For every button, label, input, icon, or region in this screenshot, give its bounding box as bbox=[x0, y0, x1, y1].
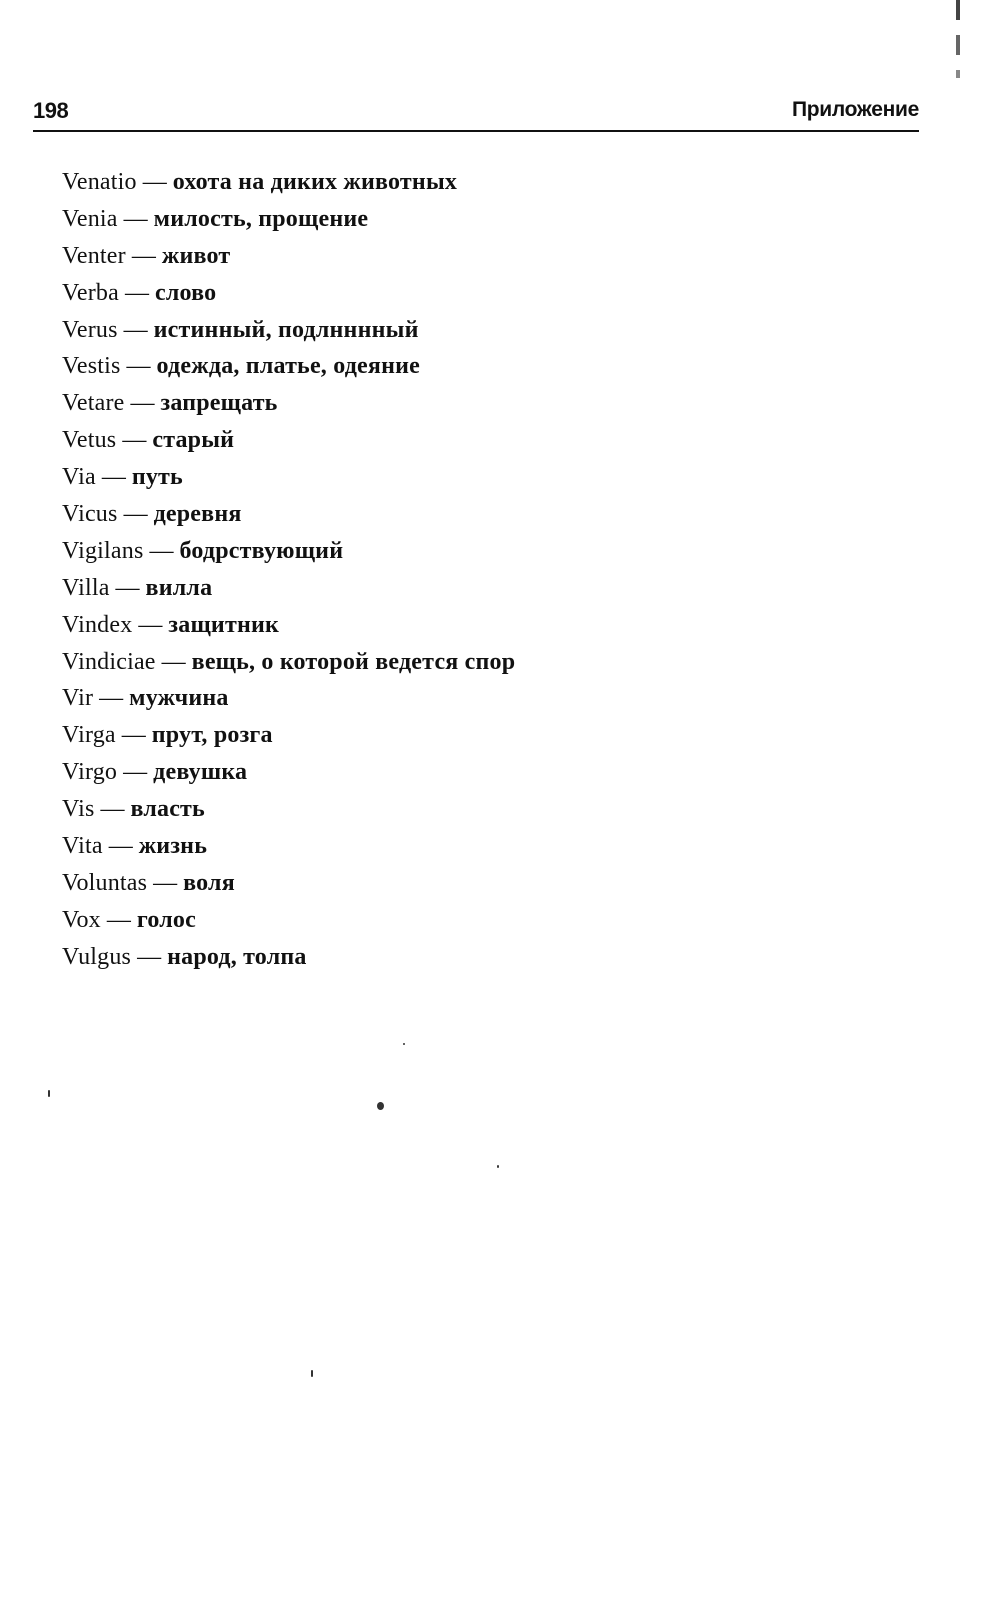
entry-separator: — bbox=[137, 943, 162, 970]
glossary-entry bbox=[62, 680, 515, 717]
glossary-meaning: одежда, платье, одеяние bbox=[156, 353, 420, 380]
entry-separator: — bbox=[126, 353, 151, 380]
glossary-list bbox=[62, 164, 515, 976]
scan-speck bbox=[377, 1102, 384, 1110]
entry-separator: — bbox=[99, 685, 124, 712]
glossary-meaning: вилла bbox=[145, 574, 213, 601]
glossary-term: Vetare bbox=[62, 390, 125, 417]
glossary-meaning: вещь, о которой ведется спор bbox=[191, 648, 516, 675]
glossary-entry bbox=[62, 939, 515, 976]
glossary-entry bbox=[62, 865, 515, 902]
glossary-entry bbox=[62, 385, 515, 422]
entry-separator: — bbox=[123, 316, 148, 343]
glossary-meaning: запрещать bbox=[160, 390, 278, 417]
entry-separator: — bbox=[123, 205, 148, 232]
entry-separator: — bbox=[123, 759, 148, 786]
glossary-entry bbox=[62, 238, 515, 275]
scan-edge-mark bbox=[956, 0, 960, 100]
glossary-term: Virga bbox=[62, 722, 116, 749]
glossary-meaning: народ, толпа bbox=[167, 943, 307, 970]
glossary-term: Virgo bbox=[62, 759, 118, 786]
glossary-meaning: власть bbox=[130, 796, 205, 823]
glossary-meaning: деревня bbox=[153, 501, 242, 528]
glossary-meaning: слово bbox=[154, 279, 217, 306]
glossary-entry bbox=[62, 496, 515, 533]
glossary-entry bbox=[62, 422, 515, 459]
glossary-entry bbox=[62, 607, 515, 644]
glossary-entry bbox=[62, 717, 515, 754]
scan-speck bbox=[497, 1165, 499, 1168]
glossary-meaning: истинный, подлнннный bbox=[153, 316, 419, 343]
entry-separator: — bbox=[108, 833, 133, 860]
glossary-entry bbox=[62, 312, 515, 349]
scan-speck bbox=[48, 1090, 50, 1097]
glossary-meaning: жизнь bbox=[138, 833, 208, 860]
glossary-term: Voluntas bbox=[62, 869, 148, 896]
glossary-entry bbox=[62, 201, 515, 238]
scan-speck bbox=[311, 1370, 313, 1377]
entry-separator: — bbox=[131, 242, 156, 269]
glossary-entry bbox=[62, 533, 515, 570]
glossary-term: Vestis bbox=[62, 353, 121, 380]
entry-separator: — bbox=[115, 574, 140, 601]
glossary-meaning: старый bbox=[152, 427, 235, 454]
entry-separator: — bbox=[100, 796, 125, 823]
glossary-entry bbox=[62, 902, 515, 939]
glossary-term: Vigilans bbox=[62, 537, 144, 564]
entry-separator: — bbox=[124, 279, 149, 306]
entry-separator: — bbox=[123, 501, 148, 528]
glossary-entry bbox=[62, 754, 515, 791]
glossary-term: Vir bbox=[62, 685, 94, 712]
glossary-meaning: голос bbox=[136, 906, 196, 933]
entry-separator: — bbox=[106, 906, 131, 933]
glossary-meaning: защитник bbox=[168, 611, 280, 638]
glossary-term: Verba bbox=[62, 279, 119, 306]
entry-separator: — bbox=[142, 169, 167, 195]
glossary-meaning: бодрствующий bbox=[179, 537, 344, 564]
glossary-term: Vindex bbox=[62, 611, 133, 638]
glossary-term: Vicus bbox=[62, 501, 118, 528]
entry-separator: — bbox=[121, 722, 146, 749]
glossary-meaning: мужчина bbox=[129, 685, 229, 712]
glossary-term: Venia bbox=[62, 205, 118, 232]
entry-separator: — bbox=[149, 537, 174, 564]
entry-separator: — bbox=[101, 464, 126, 491]
entry-separator: — bbox=[122, 427, 147, 454]
glossary-entry bbox=[62, 828, 515, 865]
glossary-entry bbox=[62, 644, 515, 681]
glossary-entry bbox=[62, 791, 515, 828]
glossary-entry bbox=[62, 459, 515, 496]
glossary-term: Vox bbox=[62, 906, 101, 933]
glossary-term: Venter bbox=[62, 242, 126, 269]
page-number: 198 bbox=[33, 98, 69, 123]
glossary-meaning: воля bbox=[183, 869, 235, 896]
glossary-term: Vis bbox=[62, 796, 95, 823]
scan-speck bbox=[403, 1043, 405, 1045]
entry-separator: — bbox=[138, 611, 163, 638]
entry-separator: — bbox=[153, 869, 178, 896]
running-head: Приложение bbox=[791, 98, 919, 121]
page-header bbox=[33, 96, 919, 132]
glossary-meaning: путь bbox=[131, 464, 183, 491]
glossary-term: Vulgus bbox=[62, 943, 132, 970]
glossary-meaning: охота на диких животных bbox=[172, 169, 458, 195]
glossary-term: Vetus bbox=[62, 427, 117, 454]
glossary-term: Verus bbox=[62, 316, 118, 343]
glossary-term: Villa bbox=[62, 574, 110, 601]
glossary-term: Vita bbox=[62, 833, 103, 860]
entry-separator: — bbox=[161, 648, 186, 675]
glossary-entry bbox=[62, 348, 515, 385]
glossary-entry bbox=[62, 570, 515, 607]
glossary-meaning: живот bbox=[161, 242, 231, 269]
glossary-entry bbox=[62, 275, 515, 312]
glossary-term: Vindiciae bbox=[62, 648, 156, 675]
glossary-term: Venatio bbox=[62, 169, 137, 195]
glossary-entry bbox=[62, 164, 515, 201]
glossary-term: Via bbox=[62, 464, 96, 491]
glossary-meaning: девушка bbox=[153, 759, 248, 786]
glossary-meaning: прут, розга bbox=[151, 722, 273, 749]
entry-separator: — bbox=[130, 390, 155, 417]
glossary-meaning: милость, прощение bbox=[153, 205, 369, 232]
